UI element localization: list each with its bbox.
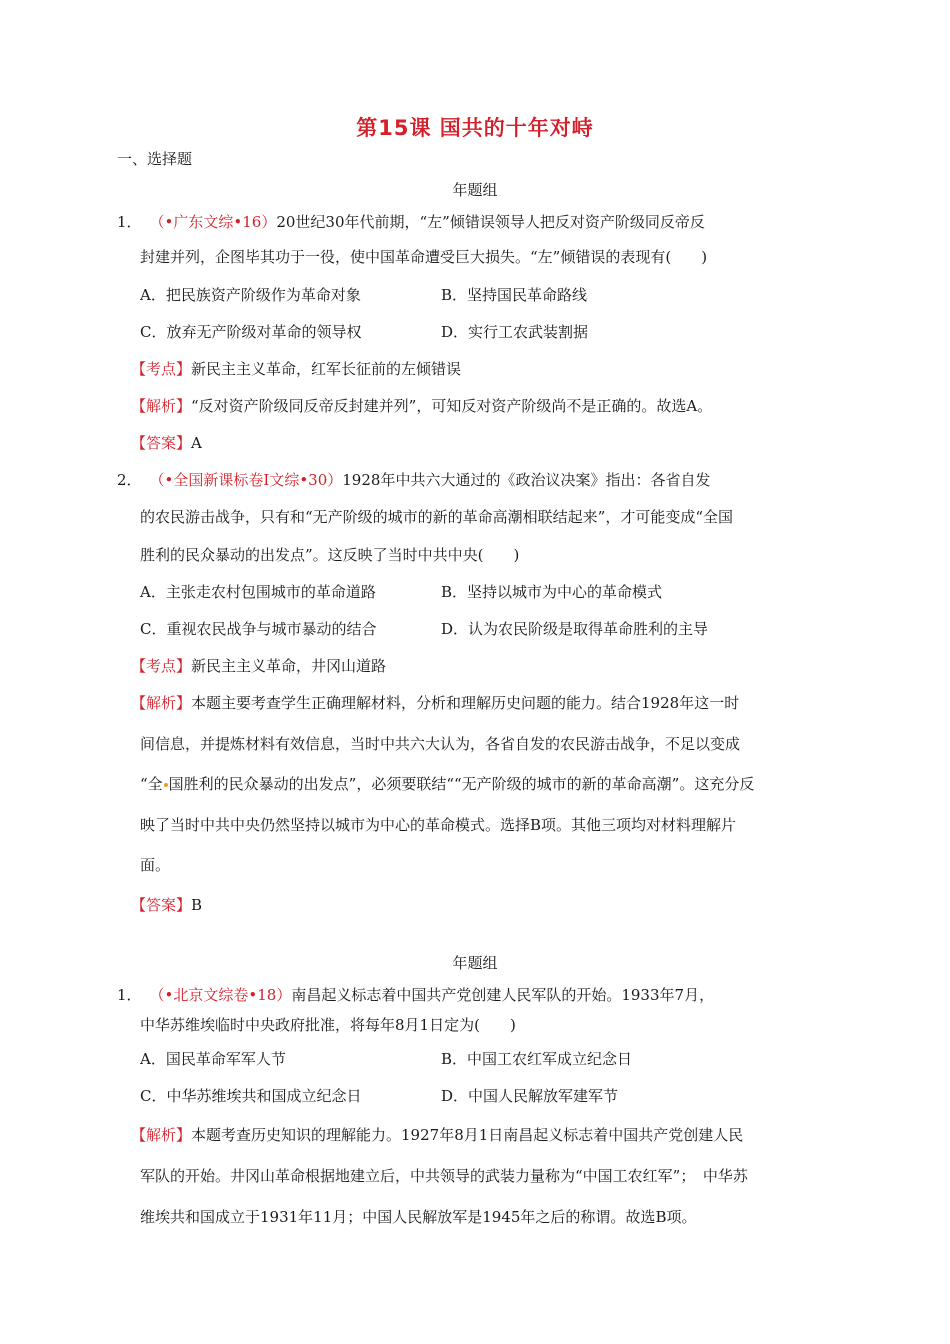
jiexi-line (131, 395, 712, 417)
jiexi-label: 【解析】 (131, 397, 192, 415)
question-stem-line: 胜利的民众暴动的出发点”。这反映了当时中共中央( ) (140, 546, 520, 564)
option-a: A．国民革命军军人节 (140, 1050, 286, 1068)
group-heading: 年题组 (452, 181, 498, 199)
kaodian-text: 新民主主义革命，红军长征前的左倾错误 (191, 360, 462, 378)
question-number: 1． (117, 213, 142, 231)
jiexi-text-line: 军队的开始。井冈山革命根据地建立后，中共领导的武装力量称为“中国工农红军”； 中华苏 (140, 1167, 748, 1185)
kaodian-line (131, 358, 461, 380)
option-c: C．中华苏维埃共和国成立纪念日 (140, 1087, 362, 1105)
question-source: （•北京文综卷•18） (149, 986, 292, 1004)
jiexi-text: 本题主要考查学生正确理解材料，分析和理解历史问题的能力。结合1928年这一时 (191, 694, 740, 712)
option-d: D．实行工农武装割据 (441, 323, 589, 341)
option-c: C．重视农民战争与城市暴动的结合 (140, 620, 377, 638)
jiexi-text-line: 映了当时中共中央仍然坚持以城市为中心的革命模式。选择B项。其他三项均对材料理解片 (140, 816, 737, 834)
question-stem: 南昌起义标志着中国共产党创建人民军队的开始。1933年7月， (291, 986, 715, 1004)
kaodian-label: 【考点】 (131, 657, 192, 675)
section-heading: 一、选择题 (117, 150, 193, 168)
question-2 (117, 469, 710, 491)
jiexi-text: 本题考查历史知识的理解能力。1927年8月1日南昌起义标志着中国共产党创建人民 (191, 1126, 744, 1144)
question-number: 2． (117, 471, 142, 489)
question-source: （•广东文综•16） (149, 213, 277, 231)
jiexi-text-line: 面。 (140, 856, 171, 874)
option-c: C．放弃无产阶级对革命的领导权 (140, 323, 362, 341)
jiexi-line (131, 692, 739, 714)
stray-dot-mark (164, 783, 168, 787)
kaodian-line (131, 655, 386, 677)
option-d: D．认为农民阶级是取得革命胜利的主导 (441, 620, 709, 638)
option-d: D．中国人民解放军建军节 (441, 1087, 619, 1105)
page-title: 第15课 国共的十年对峙 (356, 116, 594, 140)
jiexi-label: 【解析】 (131, 1126, 192, 1144)
question-source: （•全国新课标卷Ⅰ文综•30） (149, 471, 343, 489)
answer-text: B (191, 896, 203, 914)
question-stem-line: 中华苏维埃临时中央政府批准，将每年8月1日定为( ) (140, 1016, 516, 1034)
option-b: B．中国工农红军成立纪念日 (441, 1050, 633, 1068)
option-b: B．坚持国民革命路线 (441, 286, 588, 304)
option-a: A．主张走农村包围城市的革命道路 (140, 583, 376, 601)
jiexi-text-line: 维埃共和国成立于1931年11月；中国人民解放军是1945年之后的称谓。故选B项。 (140, 1208, 697, 1226)
answer-label: 【答案】 (131, 434, 192, 452)
answer-line (131, 894, 202, 916)
jiexi-text-line: “全 国胜利的民众暴动的出发点”，必须要联结““无产阶级的城市的新的革命高潮”。这充分反 (140, 775, 755, 793)
jiexi-label: 【解析】 (131, 694, 192, 712)
jiexi-line (131, 1124, 743, 1146)
kaodian-text: 新民主主义革命，井冈山道路 (191, 657, 387, 675)
question-stem: 20世纪30年代前期，“左”倾错误领导人把反对资产阶级同反帝反 (276, 213, 705, 231)
question-stem-line: 封建并列，企图毕其功于一役，使中国革命遭受巨大损失。“左”倾错误的表现有( ) (140, 248, 708, 266)
question-stem: 1928年中共六大通过的《政治议决案》指出：各省自发 (342, 471, 711, 489)
answer-line (131, 432, 202, 454)
question-stem-line: 的农民游击战争，只有和“无产阶级的城市的新的革命高潮相联结起来”，才可能变成“全国 (140, 508, 734, 526)
jiexi-text: “反对资产阶级同反帝反封建并列”，可知反对资产阶级尚不是正确的。故选A。 (191, 397, 713, 415)
jiexi-text-line: 间信息，并提炼材料有效信息，当时中共六大认为，各省自发的农民游击战争，不足以变成 (140, 735, 741, 753)
question-1 (117, 984, 714, 1006)
question-1 (117, 211, 705, 233)
group-heading: 年题组 (452, 954, 498, 972)
kaodian-label: 【考点】 (131, 360, 192, 378)
answer-label: 【答案】 (131, 896, 192, 914)
option-b: B．坚持以城市为中心的革命模式 (441, 583, 663, 601)
answer-text: A (191, 434, 202, 452)
question-number: 1． (117, 986, 142, 1004)
option-a: A．把民族资产阶级作为革命对象 (140, 286, 361, 304)
